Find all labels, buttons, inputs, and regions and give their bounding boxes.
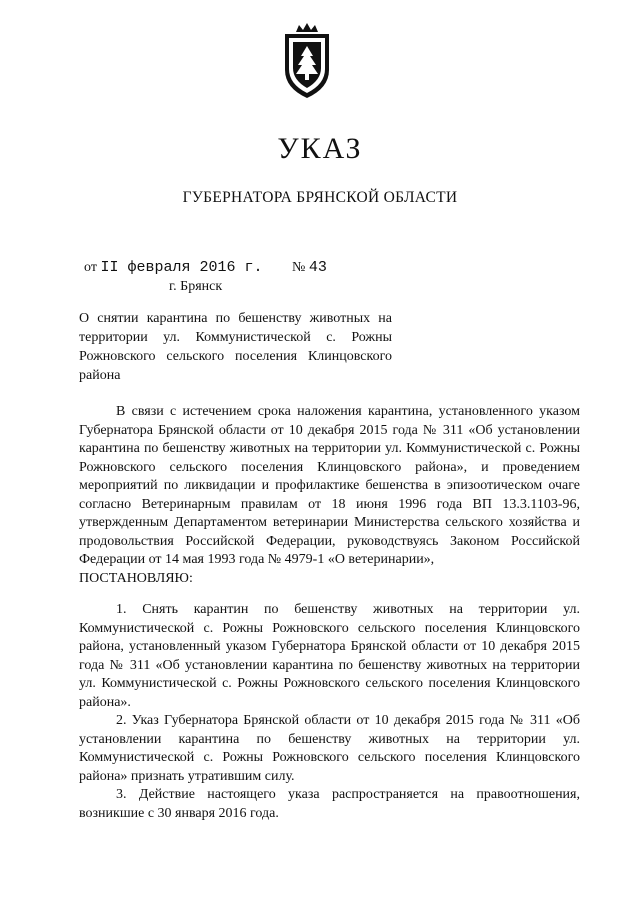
date-prefix: от (84, 260, 97, 275)
document-date: II февраля 2016 г. (100, 259, 263, 276)
preamble-paragraph: В связи с истечением срока наложения карантина, установленного указом Губернатора Брянской области от 10 декабря 2015 года № 311 «Об установлении карантина по бешенству животных на территории ул. Коммунистической с. Рожны Рожновского сельского поселения Клинцовского района», и проведением мероприятий по ликвидации и профилактике бешенства в эпизоотическом очаге согласно Ветеринарным правилам от 18 июня 1996 года ВП 13.3.1103-96, утвержденным Департаментом ветеринарии Министерства сельского хозяйства и продовольствия Российской Федерации, руководствуясь Законом Российской Федерации от 14 мая 1993 года № 4979-1 «О ветеринарии», (79, 404, 580, 567)
number-label: № (291, 260, 306, 275)
decree-word: ПОСТАНОВЛЯЮ: (79, 570, 193, 586)
decree-item: 3. Действие настоящего указа распространяется на правоотношения, возникшие с 30 января 2016 года. (79, 787, 580, 821)
decree-item: 1. Снять карантин по бешенству животных на территории ул. Коммунистической с. Рожны Рожновского сельского поселения Клинцовского района, установленный указом Губернатора Брянской области от 10 декабря 2015 года № 311 «Об установлении карантина по бешенству животных на территории ул. Коммунистической с. Рожны Рожновского сельского поселения Клинцовского района». (79, 602, 580, 710)
date-line (84, 259, 327, 276)
document-title: УКАЗ (277, 132, 363, 165)
document-subtitle: ГУБЕРНАТОРА БРЯНСКОЙ ОБЛАСТИ (182, 189, 458, 206)
document-number: 43 (308, 259, 327, 276)
decree-item: 2. Указ Губернатора Брянской области от 10 декабря 2015 года № 311 «Об установлении карантина по бешенству животных на территории ул. Коммунистической с. Рожны Рожновского сельского поселения Клинцовского района» признать утратившим силу. (79, 713, 580, 784)
document-body (79, 403, 580, 823)
document-city: г. Брянск (169, 279, 223, 294)
document-subject: О снятии карантина по бешенству животных на территории ул. Коммунистической с. Рожны Рожновского сельского поселения Клинцовского района (79, 311, 392, 383)
bryansk-coat-of-arms-icon (281, 22, 333, 100)
